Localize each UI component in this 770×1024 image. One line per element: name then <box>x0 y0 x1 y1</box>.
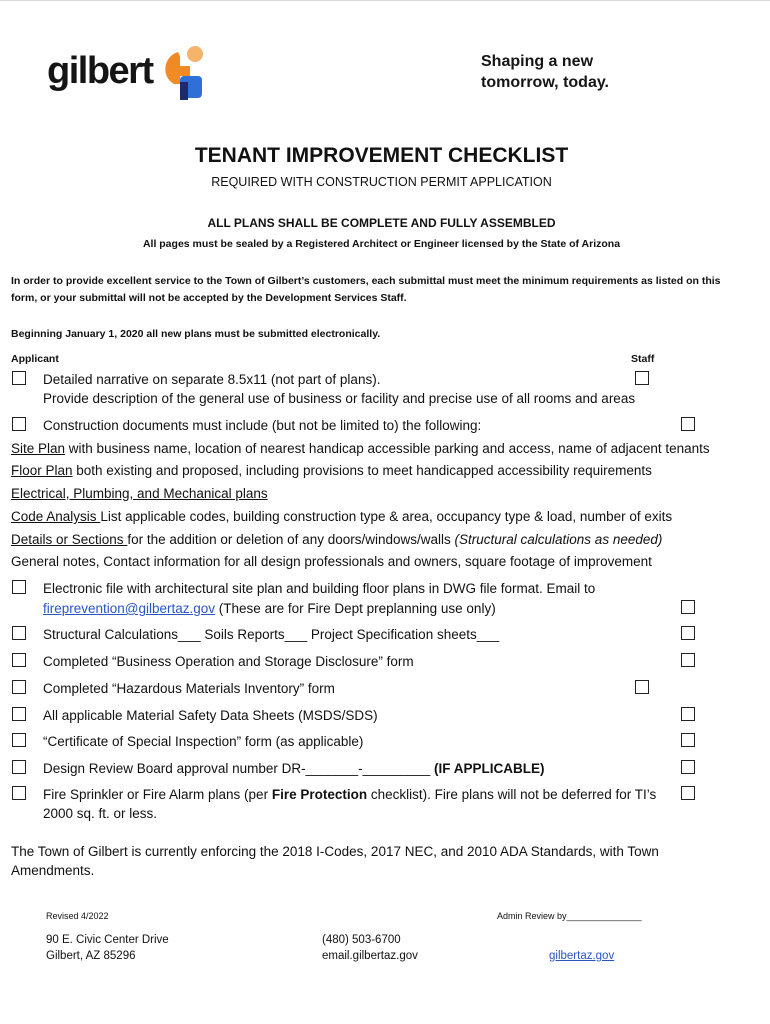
narrative-line2: Provide description of the general use of business or facility and precise use of all rooms and areas <box>43 391 636 406</box>
staff-checkbox-special-inspection[interactable] <box>681 733 695 747</box>
details-italic-note: (Structural calculations as needed) <box>454 532 663 547</box>
staff-checkbox-hazardous[interactable] <box>635 680 649 694</box>
narrative-line1: Detailed narrative on separate 8.5x11 (not part of plans). <box>43 372 381 387</box>
applicant-checkbox-fire-sprinkler[interactable] <box>12 786 26 800</box>
contact-email: email.gilbertaz.gov <box>322 950 418 962</box>
code-analysis-label: Code Analysis <box>11 509 101 524</box>
staff-checkbox-design-review[interactable] <box>681 760 695 774</box>
floor-plan-text: both existing and proposed, including provisions to meet handicapped accessibility requirements <box>72 463 652 478</box>
contact-block <box>322 932 418 964</box>
staff-checkbox-narrative[interactable] <box>635 371 649 385</box>
fire-sprinkler-line1 <box>43 785 656 804</box>
complete-plans-notice: ALL PLANS SHALL BE COMPLETE AND FULLY ASSEMBLED <box>207 216 556 230</box>
design-review-if-applicable: (IF APPLICABLE) <box>434 761 545 776</box>
floor-plan-requirement <box>11 461 652 480</box>
fire-protection-bold: Fire Protection <box>271 787 368 802</box>
address-line1: 90 E. Civic Center Drive <box>46 934 169 946</box>
staff-checkbox-construction-docs[interactable] <box>681 417 695 431</box>
electronic-file-line1: Electronic file with architectural site plan and building floor plans in DWG file format. Email to <box>43 581 596 596</box>
fire-sprinkler-text-b: checklist). Fire plans will not be deferred for TI’s <box>367 787 657 802</box>
admin-review-line: Admin Review by_______________ <box>497 911 642 921</box>
hazardous-text: Completed “Hazardous Materials Inventory” form <box>43 681 335 696</box>
revised-date: Revised 4/2022 <box>46 911 109 921</box>
address-block <box>46 932 169 964</box>
code-analysis-requirement <box>11 507 672 526</box>
applicant-checkbox-narrative[interactable] <box>12 371 26 385</box>
details-requirement <box>11 530 662 549</box>
intro-paragraph: In order to provide excellent service to the Town of Gilbert’s customers, each submittal must meet the minimum requirements as listed on this form, or your submittal will not be accepted by the Development Services Staff. <box>11 275 721 304</box>
structural-text: Structural Calculations___ Soils Reports___ Project Specification sheets___ <box>43 627 500 642</box>
sealed-pages-notice: All pages must be sealed by a Registered Architect or Engineer licensed by the State of Arizona <box>142 238 621 250</box>
phone-number: (480) 503-6700 <box>322 934 401 946</box>
codes-notice-line2: Amendments. <box>11 863 95 878</box>
logo-orange-shape <box>165 52 180 84</box>
staff-column-header: Staff <box>631 353 655 365</box>
staff-checkbox-business-op[interactable] <box>681 653 695 667</box>
applicant-checkbox-special-inspection[interactable] <box>12 733 26 747</box>
gilbert-logo-text: gilbert <box>47 50 153 92</box>
construction-docs-text: Construction documents must include (but not be limited to) the following: <box>43 418 482 433</box>
site-plan-text: with business name, location of nearest handicap accessible parking and access, name of adjacent tenants <box>65 441 710 456</box>
logo-navy-bar <box>180 82 188 100</box>
site-plan-requirement <box>11 439 710 458</box>
applicant-checkbox-business-op[interactable] <box>12 653 26 667</box>
applicant-checkbox-electronic-file[interactable] <box>12 580 26 594</box>
electronic-submittal-notice: Beginning January 1, 2020 all new plans must be submitted electronically. <box>11 328 381 340</box>
floor-plan-label: Floor Plan <box>11 463 73 478</box>
tagline <box>481 51 609 93</box>
details-label: Details or Sections <box>11 532 128 547</box>
page-top-border <box>0 0 770 1</box>
electronic-file-line2 <box>43 599 496 618</box>
staff-checkbox-msds[interactable] <box>681 707 695 721</box>
logo-orange-block <box>180 66 190 76</box>
applicant-checkbox-hazardous[interactable] <box>12 680 26 694</box>
electrical-label: Electrical, Plumbing, and Mechanical plans <box>11 486 268 501</box>
details-text: for the addition or deletion of any doors/windows/walls <box>127 532 455 547</box>
applicant-column-header: Applicant <box>11 353 59 365</box>
applicant-checkbox-design-review[interactable] <box>12 760 26 774</box>
applicant-checkbox-structural[interactable] <box>12 626 26 640</box>
website-link[interactable]: gilbertaz.gov <box>549 950 615 962</box>
electronic-file-note: (These are for Fire Dept preplanning use only) <box>215 601 496 616</box>
address-line2: Gilbert, AZ 85296 <box>46 950 136 962</box>
fire-sprinkler-text-a: Fire Sprinkler or Fire Alarm plans (per <box>43 787 272 802</box>
general-notes-requirement: General notes, Contact information for all design professionals and owners, square footage of improvement <box>11 554 652 569</box>
tagline-line2: tomorrow, today. <box>481 74 609 91</box>
gilbert-logo-mark-icon <box>158 46 208 102</box>
staff-checkbox-electronic-file[interactable] <box>681 600 695 614</box>
document-title: TENANT IMPROVEMENT CHECKLIST <box>194 144 569 167</box>
special-inspection-text: “Certificate of Special Inspection” form (as applicable) <box>43 734 364 749</box>
electrical-requirement <box>11 484 268 503</box>
staff-checkbox-fire-sprinkler[interactable] <box>681 786 695 800</box>
msds-text: All applicable Material Safety Data Sheets (MSDS/SDS) <box>43 708 378 723</box>
applicant-checkbox-construction-docs[interactable] <box>12 417 26 431</box>
applicant-checkbox-msds[interactable] <box>12 707 26 721</box>
fire-sprinkler-line2: 2000 sq. ft. or less. <box>43 806 158 821</box>
document-subtitle: REQUIRED WITH CONSTRUCTION PERMIT APPLICATION <box>211 175 552 189</box>
business-op-text: Completed “Business Operation and Storage Disclosure” form <box>43 654 414 669</box>
staff-checkbox-structural[interactable] <box>681 626 695 640</box>
tagline-line1: Shaping a new <box>481 53 594 70</box>
design-review-label: Design Review Board approval number DR-_______-_________ <box>43 761 434 776</box>
code-analysis-text: List applicable codes, building construction type & area, occupancy type & load, number of exits <box>100 509 673 524</box>
codes-notice-line1: The Town of Gilbert is currently enforcing the 2018 I-Codes, 2017 NEC, and 2010 ADA Standards, with Town <box>11 844 659 859</box>
logo-dot-light <box>187 46 203 62</box>
fireprevention-email-link[interactable]: fireprevention@gilbertaz.gov <box>43 601 216 616</box>
site-plan-label: Site Plan <box>11 441 66 456</box>
design-review-text <box>43 759 545 778</box>
